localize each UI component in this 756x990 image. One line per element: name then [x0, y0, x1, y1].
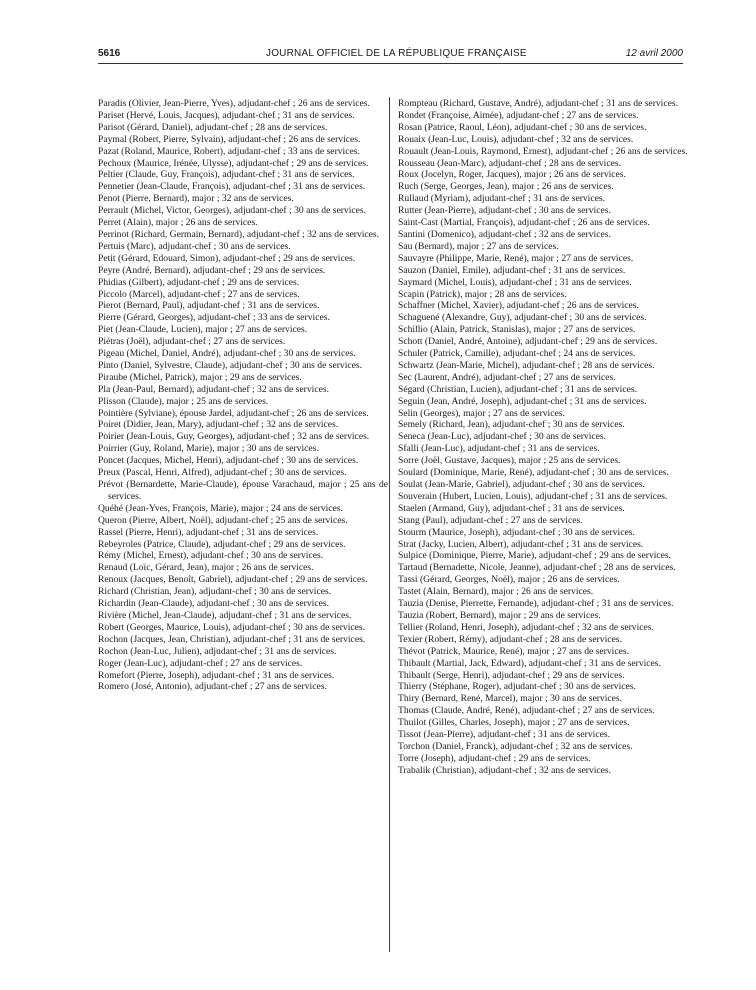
list-item: Pinto (Daniel, Sylvestre, Claude), adjudant-chef ; 30 ans de services. [98, 359, 363, 371]
list-item: Poncet (Jacques, Michel, Henri), adjudant-chef ; 30 ans de services. [98, 455, 359, 467]
list-item: Tartaud (Bernadette, Nicole, Jeanne), adjudant-chef ; 28 ans de services. [398, 562, 676, 574]
list-item: Torchon (Daniel, Franck), adjudant-chef ; 32 ans de services. [398, 740, 633, 752]
list-item: Thierry (Stéphane, Roger), adjudant-chef ; 30 ans de services. [398, 681, 636, 693]
list-item: Petit (Gérard, Edouard, Simon), adjudant-chef ; 29 ans de services. [98, 252, 356, 264]
list-item: Parisot (Gérard, Daniel), adjudant-chef ; 28 ans de services. [98, 121, 328, 133]
list-item: Schillio (Alain, Patrick, Stanislas), major ; 27 ans de services. [398, 324, 636, 336]
page-number: 5616 [98, 48, 121, 59]
list-item: Paymal (Robert, Pierre, Sylvain), adjudant-chef ; 26 ans de services. [98, 133, 361, 145]
list-item: Renoux (Jacques, Benoît, Gabriel), adjudant-chef ; 29 ans de services. [98, 574, 368, 586]
list-item: Perrault (Michel, Victor, Georges), adjudant-chef ; 30 ans de services. [98, 205, 367, 217]
list-item: Seneca (Jean-Luc), adjudant-chef ; 30 ans de services. [398, 431, 607, 443]
list-item: Scapin (Patrick), major ; 28 ans de services. [398, 288, 567, 300]
list-item: Richardin (Jean-Claude), adjudant-chef ; 30 ans de services. [98, 598, 329, 610]
list-item: Thuilot (Gilles, Charles, Joseph), major ; 27 ans de services. [398, 717, 630, 729]
list-item: Pertuis (Marc), adjudant-chef ; 30 ans de services. [98, 240, 291, 252]
list-item: Poirrier (Guy, Roland, Marie), major ; 30 ans de services. [98, 443, 319, 455]
list-item: Tauzia (Robert, Bernard), major ; 29 ans de services. [398, 609, 601, 621]
list-item: Ruch (Serge, Georges, Jean), major ; 26 ans de services. [398, 181, 614, 193]
list-item: Pennetier (Jean-Claude, François), adjudant-chef ; 31 ans de services. [98, 181, 366, 193]
list-item: Pazat (Roland, Maurice, Robert), adjudant-chef ; 33 ans de services. [98, 145, 360, 157]
list-item: Schuler (Patrick, Camille), adjudant-chef ; 24 ans de services. [398, 348, 636, 360]
list-item: Queron (Pierre, Albert, Noël), adjudant-chef ; 25 ans de services. [98, 514, 348, 526]
page-header [98, 48, 683, 64]
list-item: Roux (Jocelyn, Roger, Jacques), major ; 26 ans de services. [398, 169, 626, 181]
list-item: Poiret (Didier, Jean, Mary), adjudant-chef ; 32 ans de services. [98, 419, 339, 431]
list-item: Tellier (Roland, Henri, Joseph), adjudant-chef ; 32 ans de services. [398, 621, 654, 633]
list-item: Peyre (André, Bernard), adjudant-chef ; 29 ans de services. [98, 264, 326, 276]
list-item: Sec (Laurent, André), adjudant-chef ; 27 ans de services. [398, 371, 616, 383]
list-item: Ségard (Christian, Lucien), adjudant-chef ; 31 ans de services. [398, 383, 637, 395]
list-item: Thiry (Bernard, René, Marcel), major ; 30 ans de services. [398, 693, 623, 705]
list-item: Sulpice (Dominique, Pierre, Marie), adjudant-chef ; 29 ans de services. [398, 550, 672, 562]
list-item: Renaud (Loïc, Gérard, Jean), major ; 26 ans de services. [98, 562, 314, 574]
list-item: Phidias (Gilbert), adjudant-chef ; 29 ans de services. [98, 276, 300, 288]
list-item: Thévot (Patrick, Maurice, René), major ; 27 ans de services. [398, 645, 629, 657]
list-item: Pierre (Gérard, Georges), adjudant-chef ; 33 ans de services. [98, 312, 330, 324]
list-item: Soulat (Jean-Marie, Gabriel), adjudant-chef ; 30 ans de services. [398, 479, 645, 490]
list-item: Santini (Domenico), adjudant-chef ; 32 ans de services. [398, 228, 611, 240]
list-item: Pechoux (Maurice, Irénée, Ulysse), adjudant-chef ; 29 ans de services. [98, 157, 369, 169]
list-item: Staelen (Armand, Guy), adjudant-chef ; 31 ans de services. [398, 502, 625, 514]
list-item: Schaguené (Alexandre, Guy), adjudant-chef ; 30 ans de services. [398, 312, 647, 324]
list-item: Saymard (Michel, Louis), adjudant-chef ; 31 ans de services. [398, 276, 632, 288]
list-item: Pigeau (Michel, Daniel, André), adjudant-chef ; 30 ans de services. [98, 348, 356, 360]
list-item: Rivière (Michel, Jean-Claude), adjudant-chef ; 31 ans de services. [98, 609, 352, 621]
list-item: Pierot (Bernard, Paul), adjudant-chef ; 31 ans de services. [98, 300, 320, 312]
left-column [98, 98, 388, 693]
list-item: Torre (Joseph), adjudant-chef ; 29 ans de services. [398, 752, 591, 764]
list-item: Selin (Georges), major ; 27 ans de services. [398, 407, 565, 419]
list-item: Poirier (Jean-Louis, Guy, Georges), adjudant-chef ; 32 ans de services. [98, 431, 370, 443]
list-item: Perret (Alain), major ; 26 ans de services. [98, 217, 258, 229]
list-item: Sorre (Joël, Gustave, Jacques), major ; 25 ans de services. [398, 455, 621, 467]
list-item: Richard (Christian, Jean), adjudant-chef ; 30 ans de services. [98, 586, 332, 598]
list-item: Rullaud (Myriam), adjudant-chef ; 31 ans de services. [398, 193, 606, 205]
list-item: Stang (Paul), adjudant-chef ; 27 ans de services. [398, 514, 583, 526]
list-item: Roger (Jean-Luc), adjudant-chef ; 27 ans de services. [98, 657, 303, 669]
list-item: Pointière (Sylviane), épouse Jardel, adjudant-chef ; 26 ans de services. [98, 407, 369, 419]
list-item: Rebeyroles (Patrice, Claude), adjudant-chef ; 29 ans de services. [98, 538, 346, 550]
list-item: Rompteau (Richard, Gustave, André), adjudant-chef ; 31 ans de services. [398, 98, 678, 109]
list-item: Thomas (Claude, André, René), adjudant-chef ; 27 ans de services. [398, 705, 655, 717]
list-item: Sfalli (Jean-Luc), adjudant-chef ; 31 ans de services. [398, 443, 600, 455]
list-item: Trabalik (Christian), adjudant-chef ; 32 ans de services. [398, 764, 612, 776]
list-item: Strat (Jacky, Lucien, Albert), adjudant-chef ; 31 ans de services. [398, 538, 644, 550]
list-item: Schwartz (Jean-Marie, Michel), adjudant-chef ; 28 ans de services. [398, 359, 655, 371]
list-item: Prévot (Bernardette, Marie-Claude), épouse Varachaud, major ; 25 ans de services. [98, 479, 388, 502]
list-item: Romefort (Pierre, Joseph), adjudant-chef ; 31 ans de services. [98, 669, 335, 681]
list-item: Paradis (Olivier, Jean-Pierre, Yves), adjudant-chef ; 26 ans de services. [98, 98, 370, 109]
list-item: Soulard (Dominique, Marie, René), adjudant-chef ; 30 ans de services. [398, 467, 669, 479]
list-item: Pla (Jean-Paul, Bernard), adjudant-chef ; 32 ans de services. [98, 383, 329, 395]
publication-date: 12 avril 2000 [625, 48, 683, 59]
list-item: Thibault (Serge, Henri), adjudant-chef ; 29 ans de services. [398, 669, 625, 681]
list-item: Rousseau (Jean-Marc), adjudant-chef ; 28 ans de services. [398, 157, 621, 169]
list-item: Tastet (Alain, Bernard), major ; 26 ans de services. [398, 586, 594, 598]
list-item: Rochon (Jean-Luc, Julien), adjudant-chef ; 31 ans de services. [98, 645, 337, 657]
list-item: Perrinot (Richard, Germain, Bernard), adjudant-chef ; 32 ans de services. [98, 228, 380, 240]
list-item: Stourm (Maurice, Joseph), adjudant-chef ; 30 ans de services. [398, 526, 635, 538]
column-divider [389, 97, 390, 952]
list-item: Peltier (Claude, Guy, François), adjudant-chef ; 31 ans de services. [98, 169, 355, 181]
list-item: Robert (Georges, Maurice, Louis), adjudant-chef ; 30 ans de services. [98, 621, 366, 633]
list-item: Saint-Cast (Martial, François), adjudant-chef ; 26 ans de services. [398, 217, 650, 229]
list-item: Texier (Robert, Rémy), adjudant-chef ; 28 ans de services. [398, 633, 622, 645]
list-item: Romero (José, Antonio), adjudant-chef ; 27 ans de services. [98, 681, 327, 693]
list-item: Rouaix (Jean-Luc, Louis), adjudant-chef ; 32 ans de services. [398, 133, 634, 145]
list-item: Rondet (Françoise, Aimée), adjudant-chef ; 27 ans de services. [398, 109, 639, 121]
list-item: Piétras (Joël), adjudant-chef ; 27 ans de services. [98, 336, 286, 348]
list-item: Preux (Pascal, Henri, Alfred), adjudant-chef ; 30 ans de services. [98, 467, 347, 479]
list-item: Piraube (Michel, Patrick), major ; 29 ans de services. [98, 371, 302, 383]
list-item: Sau (Bernard), major ; 27 ans de services. [398, 240, 559, 252]
journal-title: JOURNAL OFFICIEL DE LA RÉPUBLIQUE FRANÇAISE [266, 48, 527, 59]
list-item: Schott (Daniel, André, Antoine), adjudant-chef ; 29 ans de services. [398, 336, 658, 348]
right-column [398, 98, 688, 777]
list-item: Rutter (Jean-Pierre), adjudant-chef ; 30 ans de services. [398, 205, 611, 217]
list-item: Seguin (Jean, André, Joseph), adjudant-chef ; 31 ans de services. [398, 395, 647, 407]
list-item: Tissot (Jean-Pierre), adjudant-chef ; 31 ans de services. [398, 729, 610, 741]
list-item: Rosan (Patrice, Raoul, Léon), adjudant-chef ; 30 ans de services. [398, 121, 647, 133]
list-item: Tassi (Gérard, Georges, Noël), major ; 26 ans de services. [398, 574, 620, 586]
list-item: Rochon (Jacques, Jean, Christian), adjudant-chef ; 31 ans de services. [98, 633, 366, 645]
list-item: Pariset (Hervé, Louis, Jacques), adjudant-chef ; 31 ans de services. [98, 109, 355, 121]
list-item: Semely (Richard, Jean), adjudant-chef ; 30 ans de services. [398, 419, 625, 431]
list-item: Schaffner (Michel, Xavier), adjudant-chef ; 26 ans de services. [398, 300, 639, 312]
list-item: Piccolo (Marcel), adjudant-chef ; 27 ans de services. [98, 288, 300, 300]
list-item: Rouault (Jean-Louis, Raymond, Ernest), adjudant-chef ; 26 ans de services. [398, 145, 688, 157]
list-item: Quéhé (Jean-Yves, François, Marie), major ; 24 ans de services. [98, 502, 343, 514]
list-item: Piet (Jean-Claude, Lucien), major ; 27 ans de services. [98, 324, 308, 336]
list-item: Plisson (Claude), major ; 25 ans de services. [98, 395, 269, 407]
list-item: Sauvayre (Philippe, Marie, René), major ; 27 ans de services. [398, 252, 634, 264]
list-item: Penot (Pierre, Bernard), major ; 32 ans de services. [98, 193, 294, 205]
list-item: Rassel (Pierre, Henri), adjudant-chef ; 31 ans de services. [98, 526, 319, 538]
list-item: Thibault (Martial, Jack, Edward), adjudant-chef ; 31 ans de services. [398, 657, 661, 669]
list-item: Souverain (Hubert, Lucien, Louis), adjudant-chef ; 31 ans de services. [398, 490, 668, 502]
list-item: Tauzia (Denise, Pierrette, Fernande), adjudant-chef ; 31 ans de services. [398, 598, 674, 610]
header-rule [98, 63, 683, 64]
list-item: Sauzon (Daniel, Emile), adjudant-chef ; 31 ans de services. [398, 264, 626, 276]
list-item: Rémy (Michel, Ernest), adjudant-chef ; 30 ans de services. [98, 550, 324, 562]
